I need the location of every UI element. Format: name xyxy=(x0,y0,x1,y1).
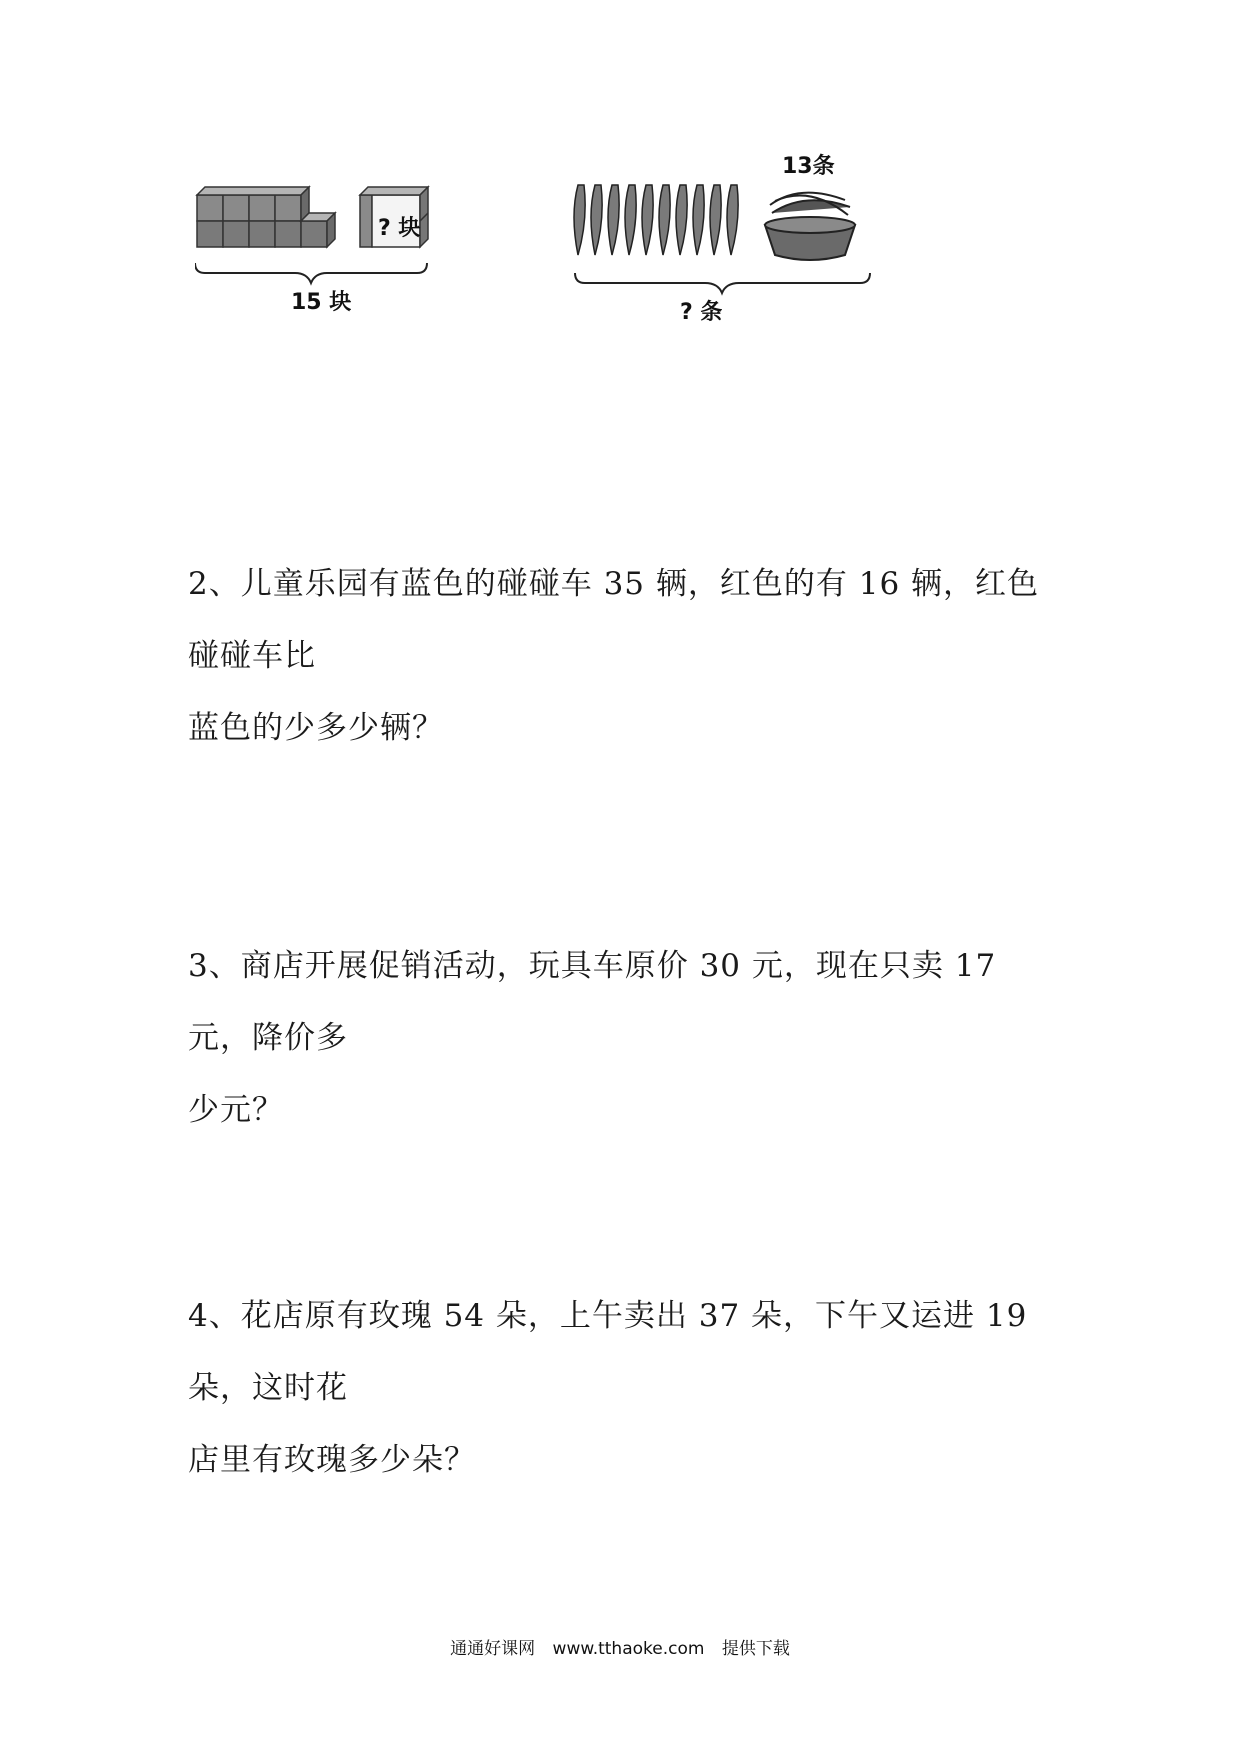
fish-illustration xyxy=(560,155,890,330)
fish-icon xyxy=(625,185,636,255)
fish-icon xyxy=(591,185,602,255)
fish-icon xyxy=(693,185,704,255)
total-blocks-label: 15 块 xyxy=(291,290,352,315)
question-4-line-1: 4、花店原有玫瑰 54 朵，上午卖出 37 朵，下午又运进 19 朵，这时花 xyxy=(188,1298,1028,1406)
unknown-blocks-label: ? 块 xyxy=(378,216,421,241)
question-4-line-2: 店里有玫瑰多少朵？ xyxy=(188,1442,476,1478)
page-footer xyxy=(0,1634,1240,1659)
fish-row xyxy=(574,185,738,255)
total-fish-label: ? 条 xyxy=(680,300,723,325)
question-2-line-1: 2、儿童乐园有蓝色的碰碰车 35 辆，红色的有 16 辆，红色碰碰车比 xyxy=(188,566,1040,674)
fish-icon xyxy=(727,185,738,255)
blocks-figure xyxy=(195,175,465,325)
fish-icon xyxy=(574,185,585,255)
fish-icon xyxy=(608,185,619,255)
fish-icon xyxy=(642,185,653,255)
question-3-line-2: 少元？ xyxy=(188,1092,284,1128)
question-2-line-2: 蓝色的少多少辆？ xyxy=(188,710,444,746)
footer-site-name: 通通好课网 xyxy=(450,1639,536,1659)
question-4 xyxy=(188,1280,1068,1496)
footer-url[interactable]: www.tthaoke.com xyxy=(552,1639,705,1659)
fish-icon xyxy=(659,185,670,255)
question-2 xyxy=(188,548,1068,764)
question-3 xyxy=(188,930,1068,1146)
basket-fish-label: 13条 xyxy=(782,154,835,179)
question-3-line-1: 3、商店开展促销活动，玩具车原价 30 元，现在只卖 17 元，降价多 xyxy=(188,948,997,1056)
fish-icon xyxy=(710,185,721,255)
fish-figure xyxy=(560,155,890,330)
fish-icon xyxy=(676,185,687,255)
footer-suffix: 提供下载 xyxy=(721,1639,790,1659)
